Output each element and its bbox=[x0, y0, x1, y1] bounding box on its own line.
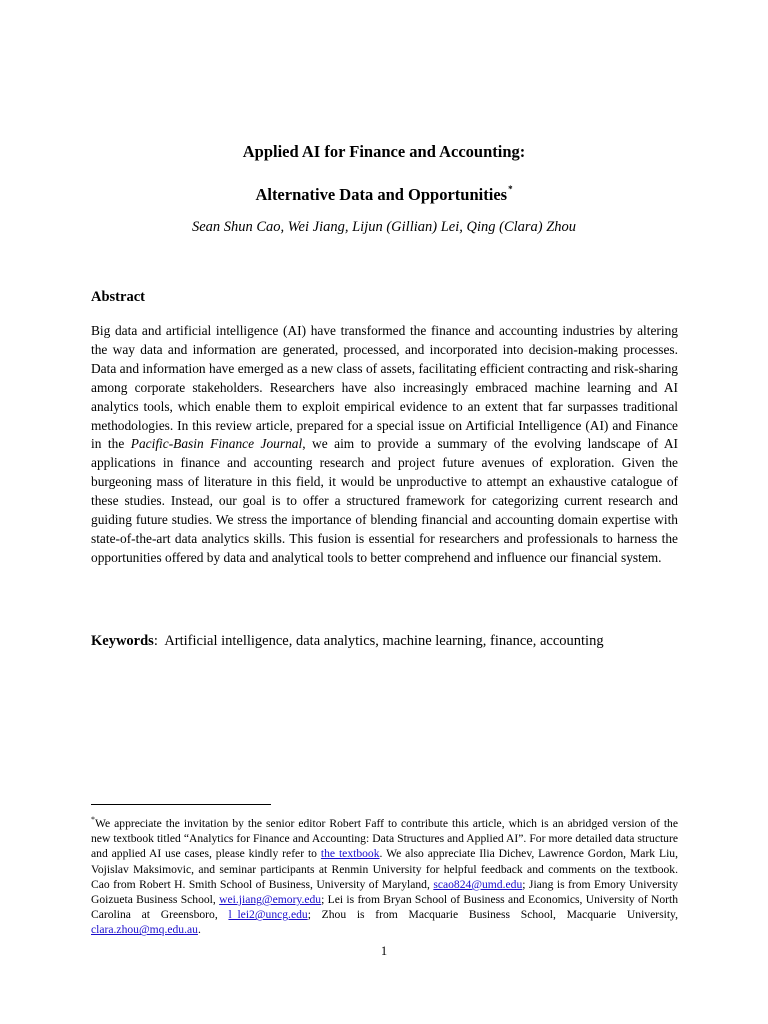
email-link-lei[interactable]: l_lei2@uncg.edu bbox=[228, 908, 308, 922]
paper-title-line-1: Applied AI for Finance and Accounting: bbox=[242, 142, 526, 161]
email-link-jiang[interactable]: wei.jiang@emory.edu bbox=[219, 893, 322, 907]
footnote-text-1: We appreciate the invitation by the senior editor Robert Faff to contribute this article, which is an abridged version of the new textbook titled “Analytics for Finance and Accounting: Data Structures and Applied AI”. For more detailed data structure and applied AI use cases, please kindly refer to bbox=[91, 817, 678, 861]
page-number: 1 bbox=[380, 944, 388, 958]
title-footnote-mark: * bbox=[508, 184, 513, 194]
footnote-text-4: ; Lei is from Bryan School of Business and Economics, University of North Carolina at Greensboro, bbox=[91, 893, 678, 922]
footnote-mark: * bbox=[91, 815, 95, 824]
keywords-label: Keywords bbox=[91, 633, 154, 649]
abstract-text-part-2: , we aim to provide a summary of the evolving landscape of AI applications in finance and accounting research and project future avenues of exploration. Given the burgeoning mass of literature in this field, it would be unproductive to attempt an exhaustive catalogue of these studies. Instead, our goal is to offer a structured framework for categorizing current research and guiding future studies. We stress the importance of blending financial and accounting domain expertise with state-of-the-art data analytics skills. This fusion is essential for researchers and professionals to harness the opportunities offered by data and analytical tools to better comprehend and influence our financial system. bbox=[91, 436, 678, 565]
footnote-text-5: ; Zhou is from Macquarie Business School, Macquarie University, bbox=[307, 908, 678, 922]
abstract-text-part-1: Big data and artificial intelligence (AI) have transformed the finance and accounting industries by altering the way data and information are generated, processed, and incorporated into decision-making processes. Data and information have emerged as a new class of assets, facilitating efficient contracting and risk-sharing among corporate stakeholders. Researchers have also increasingly embraced machine learning and AI analytics tools, which enable them to exploit empirical evidence to an extent that far surpasses traditional methodologies. In this review article, prepared for a special issue on Artificial Intelligence (AI) and Finance in the bbox=[91, 323, 678, 452]
keywords-line bbox=[91, 632, 691, 650]
paper-subtitle: Alternative Data and Opportunities bbox=[255, 185, 508, 204]
paper-title-line-2 bbox=[0, 179, 768, 205]
textbook-link[interactable]: the textbook bbox=[320, 847, 380, 861]
abstract-heading: Abstract bbox=[91, 289, 145, 305]
footnote bbox=[91, 812, 678, 938]
email-link-zhou[interactable]: clara.zhou@mq.edu.au bbox=[91, 923, 198, 937]
keywords-text: Artificial intelligence, data analytics, machine learning, finance, accounting bbox=[164, 633, 604, 649]
footnote-divider bbox=[91, 804, 271, 805]
footnote-text-3: ; Jiang is from Emory University Goizueta Business School, bbox=[91, 877, 678, 907]
email-link-cao[interactable]: scao824@umd.edu bbox=[433, 877, 523, 891]
journal-name: Pacific-Basin Finance Journal bbox=[130, 436, 303, 452]
abstract-body bbox=[91, 322, 678, 568]
footnote-text-6: . bbox=[197, 923, 201, 937]
keywords-separator: : bbox=[153, 633, 165, 649]
author-list: Sean Shun Cao, Wei Jiang, Lijun (Gillian) Lei, Qing (Clara) Zhou bbox=[191, 219, 577, 235]
footnote-text-2: . We also appreciate Ilia Dichev, Lawrence Gordon, Mark Liu, Vojislav Maksimovic, and seminar participants at Renmin University for helpful feedback and comments on the textbook. Cao from Robert H. Smith School of Business, University of Maryland, bbox=[91, 847, 678, 891]
